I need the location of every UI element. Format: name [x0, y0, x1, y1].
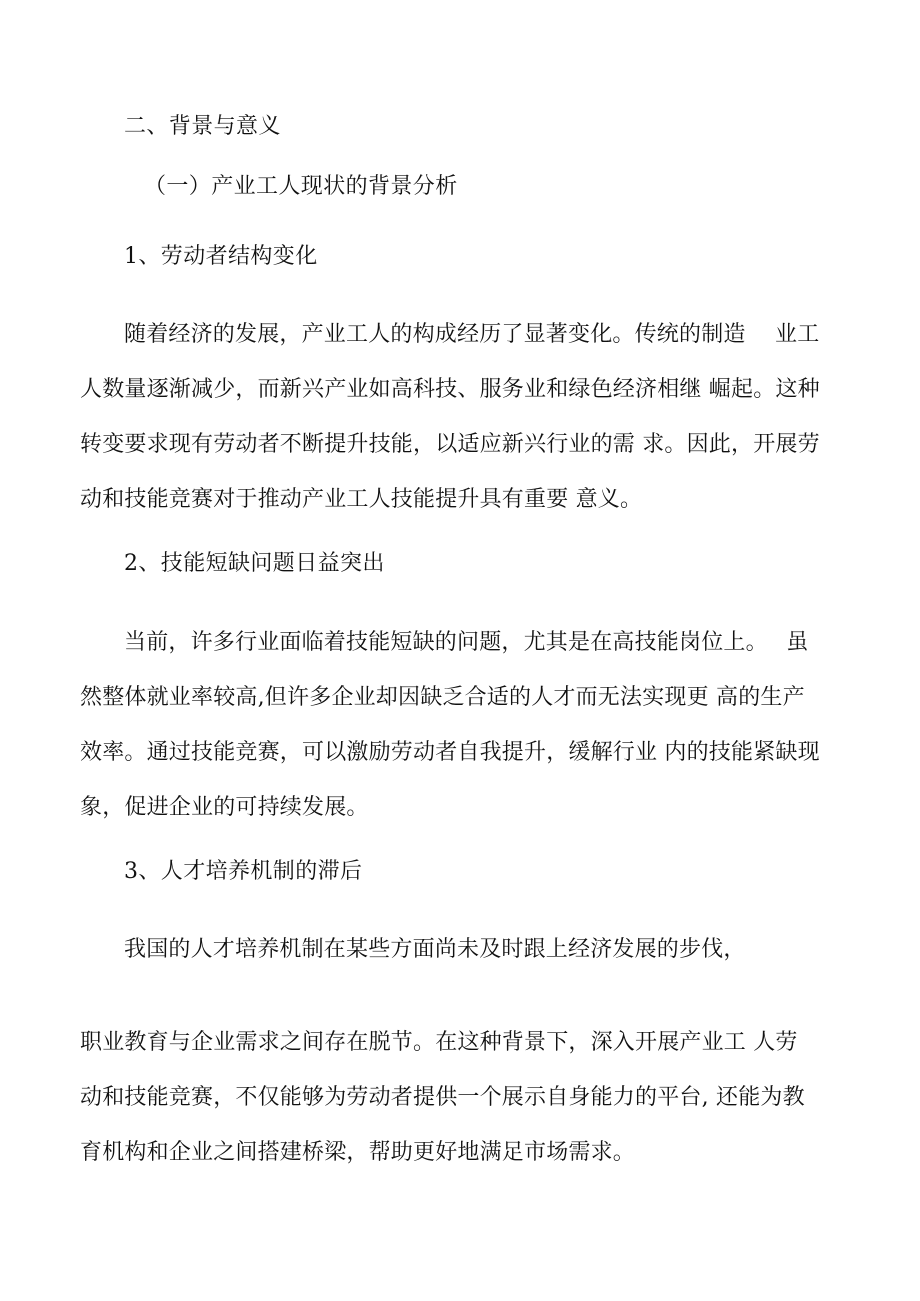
paragraph-line: 动和技能竞赛对于推动产业工人技能提升具有重要 意义。 [80, 487, 643, 512]
item-heading-1: 1、劳动者结构变化 [124, 244, 318, 269]
paragraph-line: 人数量逐渐减少，而新兴产业如高科技、服务业和绿色经济相继 崛起。这种 [80, 377, 820, 402]
paragraph-line: 我国的人才培养机制在某些方面尚未及时跟上经济发展的步伐， [124, 937, 746, 962]
paragraph-line: 然整体就业率较高,但许多企业却因缺乏合适的人才而无法实现更 高的生产 [80, 685, 805, 710]
paragraph-line: 随着经济的发展，产业工人的构成经历了显著变化。传统的制造 业工 [124, 322, 820, 347]
paragraph-line: 育机构和企业之间搭建桥梁，帮助更好地满足市场需求。 [80, 1140, 636, 1165]
subsection-title: （一）产业工人现状的背景分析 [144, 174, 458, 199]
paragraph-line: 转变要求现有劳动者不断提升技能，以适应新兴行业的需 求。因此，开展劳 [80, 432, 820, 457]
paragraph-line: 象，促进企业的可持续发展。 [80, 795, 369, 820]
item-heading-3: 3、人才培养机制的滞后 [124, 859, 363, 884]
paragraph-line: 动和技能竞赛，不仅能够为劳动者提供一个展示自身能力的平台, 还能为教 [80, 1085, 805, 1110]
paragraph-line: 效率。通过技能竞赛，可以激励劳动者自我提升，缓解行业 内的技能紧缺现 [80, 740, 820, 765]
section-title: 二、背景与意义 [124, 114, 281, 139]
item-heading-2: 2、技能短缺问题日益突出 [124, 551, 385, 576]
paragraph-line: 当前，许多行业面临着技能短缺的问题，尤其是在高技能岗位上。 虽 [124, 630, 809, 655]
paragraph-line: 职业教育与企业需求之间存在脱节。在这种背景下，深入开展产业工 人劳 [80, 1030, 798, 1055]
